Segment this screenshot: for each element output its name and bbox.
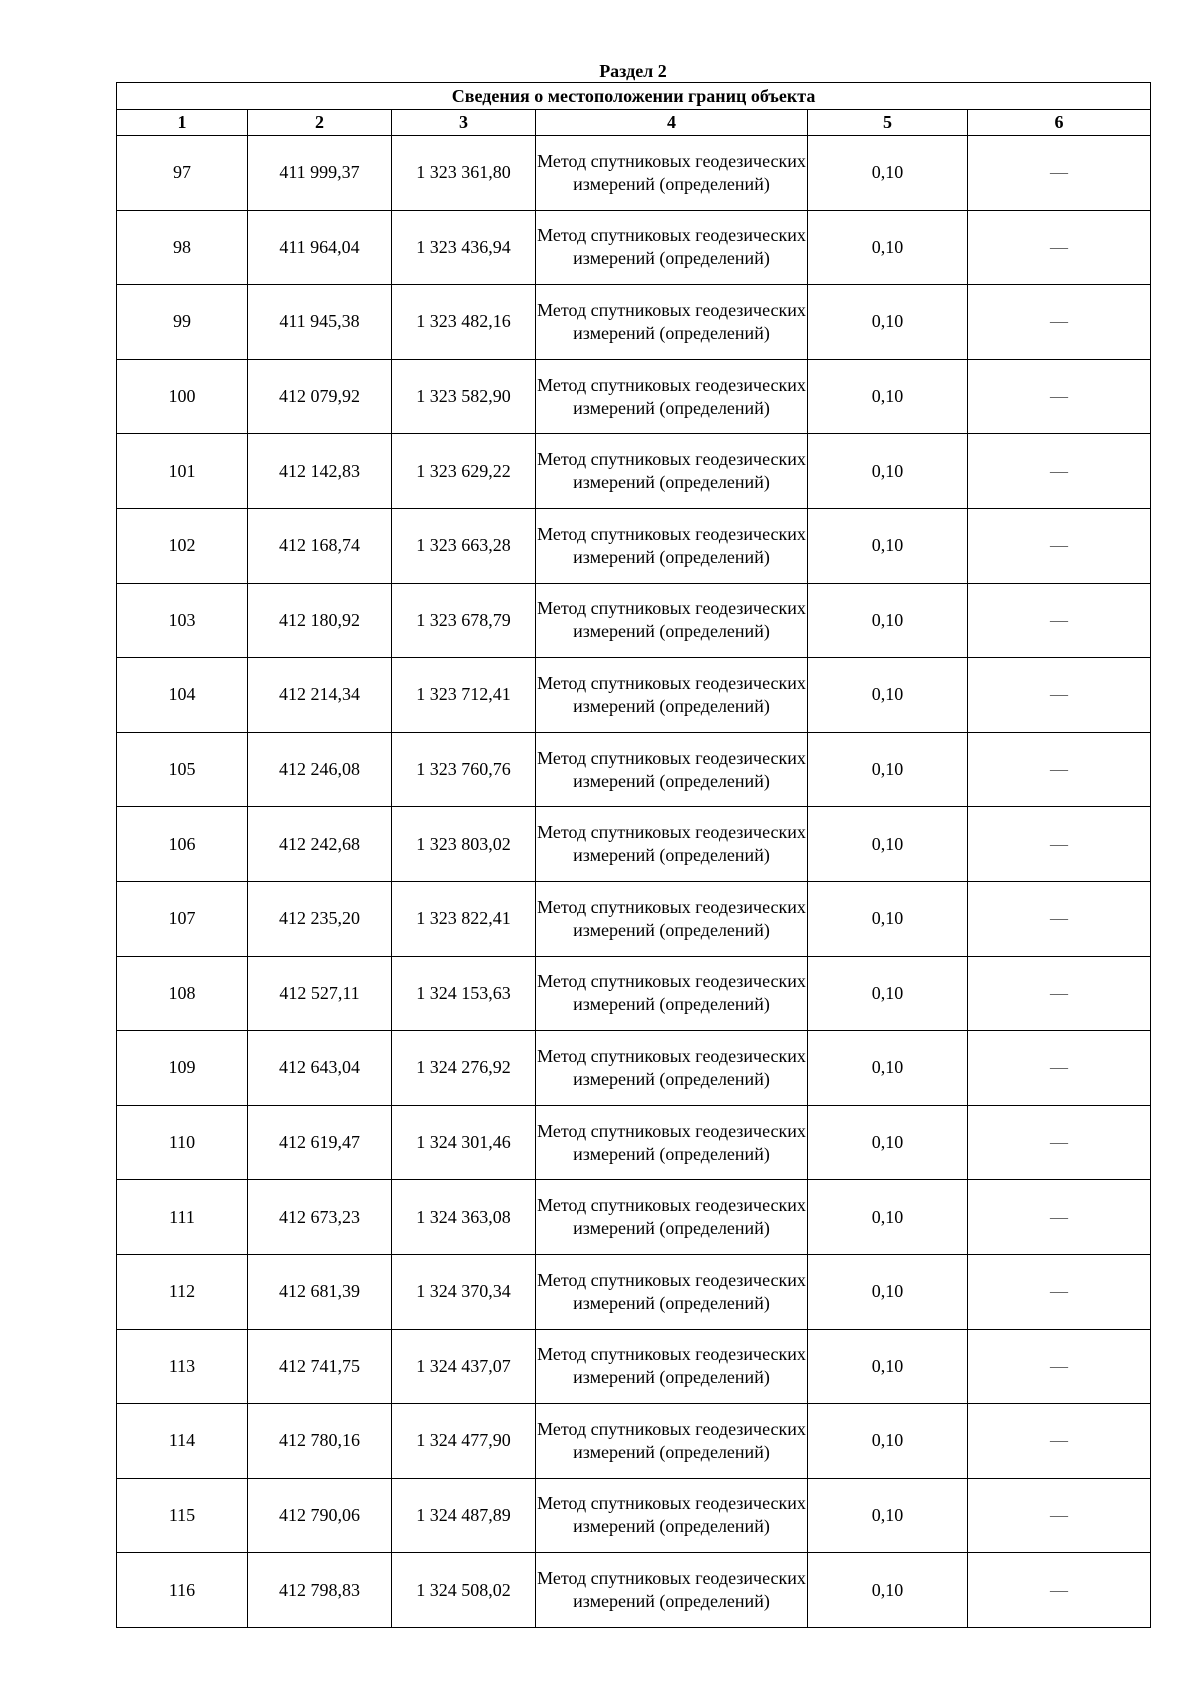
accuracy-cell: 0,10 xyxy=(808,1031,968,1106)
point-number-cell: 106 xyxy=(117,807,248,882)
y-coordinate-cell: 1 323 482,16 xyxy=(392,285,536,360)
point-number-cell: 104 xyxy=(117,658,248,733)
x-coordinate-cell: 412 681,39 xyxy=(248,1254,392,1329)
y-coordinate-cell: 1 323 436,94 xyxy=(392,210,536,285)
y-coordinate-cell: 1 324 487,89 xyxy=(392,1478,536,1553)
accuracy-cell: 0,10 xyxy=(808,732,968,807)
table-row xyxy=(117,658,1151,733)
point-number-cell: 99 xyxy=(117,285,248,360)
note-cell: — xyxy=(968,956,1151,1031)
method-cell: Метод спутниковых геодезических измерений (определений) xyxy=(536,1254,808,1329)
note-cell: — xyxy=(968,359,1151,434)
method-cell: Метод спутниковых геодезических измерений (определений) xyxy=(536,1478,808,1553)
y-coordinate-cell: 1 324 363,08 xyxy=(392,1180,536,1255)
x-coordinate-cell: 412 798,83 xyxy=(248,1553,392,1628)
method-cell: Метод спутниковых геодезических измерений (определений) xyxy=(536,1329,808,1404)
y-coordinate-cell: 1 323 803,02 xyxy=(392,807,536,882)
y-coordinate-cell: 1 323 760,76 xyxy=(392,732,536,807)
method-cell: Метод спутниковых геодезических измерений (определений) xyxy=(536,285,808,360)
table-row xyxy=(117,1404,1151,1479)
accuracy-cell: 0,10 xyxy=(808,210,968,285)
table-row xyxy=(117,1105,1151,1180)
note-cell: — xyxy=(968,1254,1151,1329)
y-coordinate-cell: 1 323 663,28 xyxy=(392,508,536,583)
point-number-cell: 100 xyxy=(117,359,248,434)
note-cell: — xyxy=(968,807,1151,882)
y-coordinate-cell: 1 323 712,41 xyxy=(392,658,536,733)
accuracy-cell: 0,10 xyxy=(808,285,968,360)
accuracy-cell: 0,10 xyxy=(808,583,968,658)
method-cell: Метод спутниковых геодезических измерений (определений) xyxy=(536,583,808,658)
point-number-cell: 107 xyxy=(117,881,248,956)
note-cell: — xyxy=(968,732,1151,807)
point-number-cell: 103 xyxy=(117,583,248,658)
x-coordinate-cell: 412 180,92 xyxy=(248,583,392,658)
point-number-cell: 116 xyxy=(117,1553,248,1628)
y-coordinate-cell: 1 323 361,80 xyxy=(392,136,536,211)
note-cell: — xyxy=(968,1031,1151,1106)
accuracy-cell: 0,10 xyxy=(808,1254,968,1329)
point-number-cell: 105 xyxy=(117,732,248,807)
y-coordinate-cell: 1 323 678,79 xyxy=(392,583,536,658)
point-number-cell: 115 xyxy=(117,1478,248,1553)
column-header: 3 xyxy=(392,110,536,136)
method-cell: Метод спутниковых геодезических измерений (определений) xyxy=(536,1031,808,1106)
accuracy-cell: 0,10 xyxy=(808,508,968,583)
column-number-row xyxy=(117,110,1151,136)
accuracy-cell: 0,10 xyxy=(808,136,968,211)
point-number-cell: 101 xyxy=(117,434,248,509)
method-cell: Метод спутниковых геодезических измерений (определений) xyxy=(536,136,808,211)
table-row xyxy=(117,1329,1151,1404)
accuracy-cell: 0,10 xyxy=(808,658,968,733)
method-cell: Метод спутниковых геодезических измерений (определений) xyxy=(536,732,808,807)
x-coordinate-cell: 411 964,04 xyxy=(248,210,392,285)
note-cell: — xyxy=(968,881,1151,956)
method-cell: Метод спутниковых геодезических измерений (определений) xyxy=(536,434,808,509)
method-cell: Метод спутниковых геодезических измерений (определений) xyxy=(536,210,808,285)
method-cell: Метод спутниковых геодезических измерений (определений) xyxy=(536,956,808,1031)
note-cell: — xyxy=(968,658,1151,733)
x-coordinate-cell: 412 142,83 xyxy=(248,434,392,509)
method-cell: Метод спутниковых геодезических измерений (определений) xyxy=(536,1553,808,1628)
x-coordinate-cell: 411 945,38 xyxy=(248,285,392,360)
accuracy-cell: 0,10 xyxy=(808,1105,968,1180)
note-cell: — xyxy=(968,583,1151,658)
point-number-cell: 98 xyxy=(117,210,248,285)
method-cell: Метод спутниковых геодезических измерений (определений) xyxy=(536,359,808,434)
point-number-cell: 110 xyxy=(117,1105,248,1180)
table-row xyxy=(117,1553,1151,1628)
table-row xyxy=(117,136,1151,211)
y-coordinate-cell: 1 323 822,41 xyxy=(392,881,536,956)
table-row xyxy=(117,434,1151,509)
table-row xyxy=(117,732,1151,807)
y-coordinate-cell: 1 324 276,92 xyxy=(392,1031,536,1106)
accuracy-cell: 0,10 xyxy=(808,434,968,509)
column-header: 4 xyxy=(536,110,808,136)
y-coordinate-cell: 1 324 153,63 xyxy=(392,956,536,1031)
point-number-cell: 97 xyxy=(117,136,248,211)
note-cell: — xyxy=(968,1478,1151,1553)
note-cell: — xyxy=(968,210,1151,285)
y-coordinate-cell: 1 324 508,02 xyxy=(392,1553,536,1628)
table-caption: Сведения о местоположении границ объекта xyxy=(117,83,1151,110)
note-cell: — xyxy=(968,1553,1151,1628)
note-cell: — xyxy=(968,434,1151,509)
y-coordinate-cell: 1 324 477,90 xyxy=(392,1404,536,1479)
method-cell: Метод спутниковых геодезических измерений (определений) xyxy=(536,881,808,956)
note-cell: — xyxy=(968,1329,1151,1404)
boundary-coordinates-table xyxy=(116,82,1151,1628)
table-row xyxy=(117,285,1151,360)
table-row xyxy=(117,508,1151,583)
accuracy-cell: 0,10 xyxy=(808,1404,968,1479)
method-cell: Метод спутниковых геодезических измерений (определений) xyxy=(536,1404,808,1479)
column-header: 1 xyxy=(117,110,248,136)
x-coordinate-cell: 412 673,23 xyxy=(248,1180,392,1255)
accuracy-cell: 0,10 xyxy=(808,359,968,434)
accuracy-cell: 0,10 xyxy=(808,1553,968,1628)
note-cell: — xyxy=(968,1404,1151,1479)
note-cell: — xyxy=(968,508,1151,583)
point-number-cell: 108 xyxy=(117,956,248,1031)
x-coordinate-cell: 412 780,16 xyxy=(248,1404,392,1479)
note-cell: — xyxy=(968,1105,1151,1180)
y-coordinate-cell: 1 324 437,07 xyxy=(392,1329,536,1404)
table-row xyxy=(117,956,1151,1031)
point-number-cell: 109 xyxy=(117,1031,248,1106)
table-row xyxy=(117,1254,1151,1329)
y-coordinate-cell: 1 323 582,90 xyxy=(392,359,536,434)
point-number-cell: 113 xyxy=(117,1329,248,1404)
column-header: 6 xyxy=(968,110,1151,136)
x-coordinate-cell: 412 214,34 xyxy=(248,658,392,733)
table-row xyxy=(117,881,1151,956)
x-coordinate-cell: 412 235,20 xyxy=(248,881,392,956)
x-coordinate-cell: 412 079,92 xyxy=(248,359,392,434)
table-caption-row xyxy=(117,83,1151,110)
x-coordinate-cell: 412 643,04 xyxy=(248,1031,392,1106)
table-row xyxy=(117,1478,1151,1553)
table-row xyxy=(117,583,1151,658)
x-coordinate-cell: 412 527,11 xyxy=(248,956,392,1031)
x-coordinate-cell: 411 999,37 xyxy=(248,136,392,211)
accuracy-cell: 0,10 xyxy=(808,1329,968,1404)
y-coordinate-cell: 1 323 629,22 xyxy=(392,434,536,509)
x-coordinate-cell: 412 246,08 xyxy=(248,732,392,807)
note-cell: — xyxy=(968,136,1151,211)
x-coordinate-cell: 412 790,06 xyxy=(248,1478,392,1553)
method-cell: Метод спутниковых геодезических измерений (определений) xyxy=(536,658,808,733)
point-number-cell: 114 xyxy=(117,1404,248,1479)
table-row xyxy=(117,359,1151,434)
table-row xyxy=(117,1180,1151,1255)
method-cell: Метод спутниковых геодезических измерений (определений) xyxy=(536,1105,808,1180)
x-coordinate-cell: 412 242,68 xyxy=(248,807,392,882)
note-cell: — xyxy=(968,1180,1151,1255)
y-coordinate-cell: 1 324 370,34 xyxy=(392,1254,536,1329)
accuracy-cell: 0,10 xyxy=(808,1180,968,1255)
accuracy-cell: 0,10 xyxy=(808,1478,968,1553)
x-coordinate-cell: 412 619,47 xyxy=(248,1105,392,1180)
method-cell: Метод спутниковых геодезических измерений (определений) xyxy=(536,807,808,882)
table-row xyxy=(117,1031,1151,1106)
note-cell: — xyxy=(968,285,1151,360)
column-header: 2 xyxy=(248,110,392,136)
point-number-cell: 111 xyxy=(117,1180,248,1255)
accuracy-cell: 0,10 xyxy=(808,956,968,1031)
method-cell: Метод спутниковых геодезических измерений (определений) xyxy=(536,508,808,583)
method-cell: Метод спутниковых геодезических измерений (определений) xyxy=(536,1180,808,1255)
table-body xyxy=(117,136,1151,1628)
section-title: Раздел 2 xyxy=(599,61,667,81)
point-number-cell: 102 xyxy=(117,508,248,583)
point-number-cell: 112 xyxy=(117,1254,248,1329)
accuracy-cell: 0,10 xyxy=(808,807,968,882)
x-coordinate-cell: 412 168,74 xyxy=(248,508,392,583)
table-row xyxy=(117,807,1151,882)
column-header: 5 xyxy=(808,110,968,136)
accuracy-cell: 0,10 xyxy=(808,881,968,956)
x-coordinate-cell: 412 741,75 xyxy=(248,1329,392,1404)
y-coordinate-cell: 1 324 301,46 xyxy=(392,1105,536,1180)
table-row xyxy=(117,210,1151,285)
